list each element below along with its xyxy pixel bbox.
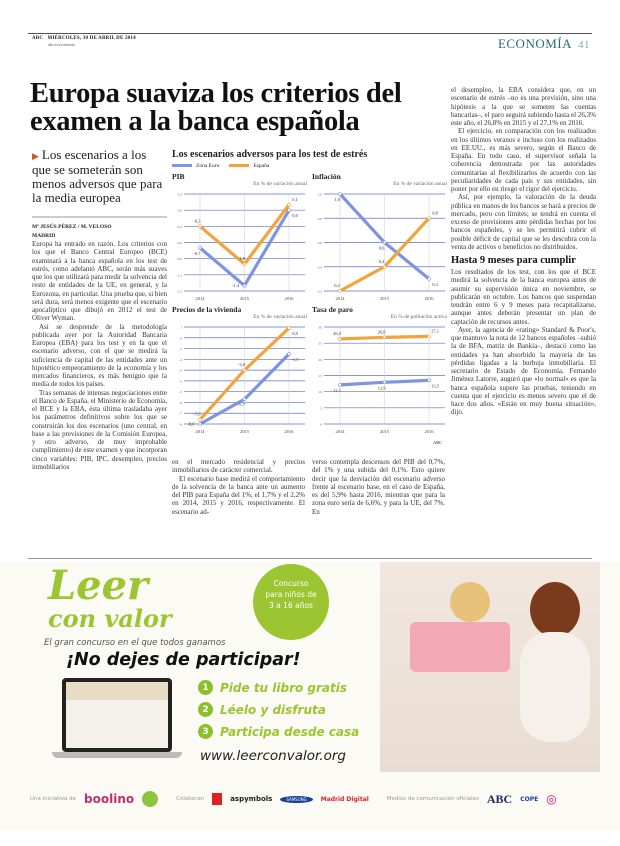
- chart-legend: [172, 163, 269, 169]
- ad-logo: Leer: [48, 562, 149, 609]
- data-point: [288, 352, 291, 355]
- data-label: 0,8: [432, 210, 438, 216]
- data-label: 26,8: [377, 329, 386, 335]
- step-text: Participa desde casa: [220, 724, 360, 739]
- data-label: -1,0: [237, 256, 246, 262]
- data-label: 27,1: [431, 328, 439, 334]
- y-tick-label: -2: [179, 357, 182, 362]
- ad-badge: Concurso para niños de 3 a 16 años: [253, 564, 329, 640]
- ad-logo-sub: con valor: [48, 604, 172, 633]
- header-url: abc.es/economia: [48, 42, 75, 47]
- data-label: 0,9: [292, 331, 298, 337]
- photo-adult-body: [520, 632, 590, 742]
- chart-title: Inflación: [312, 172, 341, 181]
- header-date: ABC MIÉRCOLES, 30 DE ABRIL DE 2014: [32, 36, 136, 41]
- data-point: [383, 336, 386, 339]
- section-label: ECONOMÍA 41: [497, 36, 590, 51]
- data-point: [243, 263, 246, 266]
- data-label: -1,4: [231, 283, 240, 289]
- step-text: Léelo y disfruta: [220, 702, 326, 717]
- y-tick-label: -1,2: [176, 273, 182, 278]
- photo-child: [450, 582, 490, 622]
- laptop-base: [52, 752, 182, 758]
- data-point: [243, 398, 246, 401]
- chart-3: [312, 321, 447, 436]
- boolino-logo: boolino: [84, 792, 135, 806]
- y-tick-label: -0,6: [176, 241, 182, 245]
- data-label: -3,0: [237, 362, 246, 368]
- x-tick-label: 2014: [195, 429, 205, 434]
- article-column-3: verso contempla descensos del PIB del 0,7%, del 1% y una subida del 0,1%. Esto quiere decir que la desviación del escenario adverso frente al escenario base, en el caso de España, es del 5,9% hasta 2016, mientras que para la zona euro sería de 6,6%, y para la UE, del 7%. En: [312, 458, 445, 516]
- laptop-icon: [62, 678, 172, 752]
- ad-url[interactable]: www.leerconvalor.org: [200, 748, 346, 764]
- chart-title: Tasa de paro: [312, 305, 353, 314]
- data-point: [339, 193, 342, 196]
- data-point: [243, 369, 246, 372]
- data-point: [288, 203, 291, 206]
- x-tick-label: 2014: [335, 296, 345, 301]
- y-tick-label: -5: [179, 390, 182, 395]
- y-tick-label: 0: [180, 336, 182, 341]
- data-label: 0,4: [378, 258, 385, 264]
- y-tick-label: 0,4: [317, 265, 322, 270]
- data-point: [339, 290, 342, 293]
- location: MADRID: [32, 233, 56, 239]
- data-label: -8,0: [187, 421, 195, 427]
- advertisement[interactable]: [0, 562, 620, 830]
- subhead: ▶ Los escenarios a los que se someterán son menos adversos que para la media europea: [32, 147, 163, 205]
- y-tick-label: -1: [179, 347, 182, 352]
- photo-adult: [530, 582, 580, 637]
- data-label: -0,7: [193, 250, 201, 256]
- y-tick-label: 0: [320, 422, 322, 427]
- data-label: -1,5: [291, 356, 299, 362]
- y-tick-label: -7: [179, 411, 182, 416]
- y-tick-label: -3: [179, 368, 182, 373]
- legend-zona-euro: Zona Euro: [172, 163, 219, 169]
- data-label: -0,3: [193, 218, 201, 224]
- data-label: 1,0: [334, 197, 340, 202]
- ad-divider: [28, 558, 592, 559]
- article-column-2: en el mercado residencial y precios inmobiliarios de carácter comercial. El escenario base medirá el comportamiento de la solvencia de la banca ante un aumento del PIB para España del 1%, el 1,7% y el 2,2% en 2014, 2015 y 2016, respectivamente. El escenario ad-: [172, 458, 305, 516]
- y-tick-label: -8: [179, 422, 182, 427]
- green-logo-icon: [142, 791, 158, 807]
- chart-unit: En % de variación anual: [253, 314, 307, 320]
- legend-espana: España: [229, 163, 269, 169]
- y-tick-label: 5: [320, 406, 322, 411]
- y-tick-label: 0,0: [177, 208, 182, 213]
- data-point: [199, 418, 202, 421]
- y-tick-label: 10: [318, 390, 322, 395]
- data-point: [428, 217, 431, 220]
- data-point: [339, 383, 342, 386]
- headline: Europa suaviza los criterios del examen a la banca española: [30, 78, 402, 137]
- y-tick-label: 25: [318, 341, 322, 346]
- data-label: 0,2: [334, 283, 340, 288]
- subheading: Hasta 9 meses para cumplir: [451, 255, 576, 266]
- ad-footer: Una iniciativa de boolino Colaboran aspymbols SAMSUNG Madrid Digital Medios de comunicación oficiales ABC COPE ◎: [30, 791, 557, 806]
- ad-steps: [198, 680, 359, 746]
- chart-0: [172, 188, 307, 303]
- chart-title: PIB: [172, 172, 185, 181]
- data-point: [288, 209, 291, 212]
- graphic-credit: ABC: [433, 440, 443, 445]
- data-label: 0,0: [292, 213, 298, 219]
- chart-unit: En % de variación anual: [253, 181, 307, 187]
- y-tick-label: 1: [180, 325, 182, 330]
- y-tick-label: 15: [318, 374, 322, 378]
- data-label: -7,6: [193, 411, 201, 417]
- data-label: 13,5: [431, 383, 439, 389]
- step-number-icon: 1: [198, 680, 213, 695]
- data-label: 12,9: [377, 385, 386, 391]
- data-label: 0,3: [432, 281, 438, 287]
- x-tick-label: 2014: [195, 296, 205, 301]
- bullet-arrow-icon: ▶: [32, 151, 39, 161]
- data-point: [199, 246, 202, 249]
- x-tick-label: 2015: [380, 296, 389, 301]
- y-tick-label: 30: [318, 325, 322, 330]
- x-tick-label: 2014: [335, 429, 345, 434]
- x-tick-label: 2016: [284, 429, 294, 434]
- chart-title: Precios de la vivienda: [172, 305, 242, 314]
- x-tick-label: 2015: [240, 429, 249, 434]
- data-point: [288, 327, 291, 330]
- ad-step: [198, 702, 359, 717]
- y-tick-label: 20: [318, 357, 322, 362]
- step-number-icon: 2: [198, 702, 213, 717]
- y-tick-label: 0,3: [177, 192, 182, 197]
- data-point: [243, 284, 246, 287]
- chart-2: [172, 321, 307, 436]
- y-tick-label: -0,3: [176, 224, 182, 229]
- data-point: [199, 423, 202, 426]
- x-tick-label: 2016: [284, 296, 294, 301]
- byline: Mª JESÚS PÉREZ / M. VELOSO MADRID: [32, 216, 167, 241]
- y-tick-label: -4: [179, 379, 182, 384]
- y-tick-label: -0,9: [176, 257, 182, 262]
- y-tick-label: 1,0: [317, 192, 322, 197]
- data-label: 12,1: [333, 387, 341, 393]
- data-point: [383, 265, 386, 268]
- x-tick-label: 2016: [424, 429, 434, 434]
- header-rule: [28, 33, 592, 34]
- step-number-icon: 3: [198, 724, 213, 739]
- data-point: [339, 337, 342, 340]
- y-tick-label: 0,6: [317, 241, 322, 245]
- data-point: [428, 335, 431, 338]
- data-label: 0,1: [292, 196, 298, 202]
- chart-unit: En % de población activa: [390, 314, 447, 320]
- photo-table: [410, 622, 510, 672]
- article-column-4: el desempleo, la EBA considera que, en un escenario de estrés –no es una previsión, sino una hipótesis a la que se someten las cuentas bancarias–, el paro seguirá subiendo hasta el 26,3% este año, el 26,8% en 2015 y el 27,1% en 2016. El ejercicio, en comparación con los realizados en los últimos veranos e incluso con los realizados en EE.UU., es más severo, según el Banco de España. En todo caso, el supervisor señala la coherencia demostrada por las autoridades comunitarias al flexibilizarlos de acuerdo con las peculiaridades de cada país y sus entidades, sin poner por ello en riesgo el rigor del ejercicio. Así, por ejemplo, la valoración de la deuda pública en manos de los bancos se hará a precios de mercado, pero con límites; se tendrá en cuenta el exceso de provisiones ante pérdidas hechas por los bancos españoles, y se les permitirá cubrir el posible déficit de capital que se les descubra con la venta de activos o beneficios no distribuidos. Hasta 9 meses para cumplir Los resultados de los test, con los que el BCE medirá la solvencia de la banca europea antes de asumir su supervisión única en noviembre, se publicarán en octubre. Los bancos que suspendan tendrán entre 6 y 9 meses para recapitalizarse, aunque antes deberán presentar un plan de captación de recursos antes. Ayer, la agencia de «rating» Standard & Poor's, que mantuvo la nota de 12 bancos españoles –subió la de BFA, matriz de Bankia–, destacó como las entidades ya han absorbido la mayoría de las pérdidas ligadas a la burbuja inmobiliaria. El secretario de Estado de Economía, Fernando Jiménez Latorre, auguró que «lo normal» es que la banca española supere las pruebas, teniendo en cuenta que el ejercicio es menos severo que el de hace dos años. «Están en muy buena situación», dijo.: [451, 86, 597, 417]
- data-point: [383, 241, 386, 244]
- ad-step: [198, 680, 359, 695]
- data-point: [383, 381, 386, 384]
- x-tick-label: 2016: [424, 296, 434, 301]
- data-label: 26,3: [333, 330, 341, 336]
- data-point: [199, 225, 202, 228]
- y-tick-label: -1,5: [176, 289, 182, 294]
- ad-cta: ¡No dejes de participar!: [66, 650, 301, 670]
- x-tick-label: 2015: [380, 429, 389, 434]
- ad-tagline: El gran concurso en el que todos ganamos: [44, 638, 226, 648]
- data-label: 0,6: [378, 245, 385, 251]
- step-text: Pide tu libro gratis: [220, 680, 348, 695]
- graphic-title: Los escenarios adversos para los test de estrés: [172, 149, 368, 160]
- chart-unit: En % de variación anual: [393, 181, 447, 187]
- chart-1: [312, 188, 447, 303]
- radio-logo-icon: ◎: [546, 792, 557, 806]
- page-number: 41: [578, 39, 590, 51]
- data-point: [428, 277, 431, 280]
- data-label: -5,7: [237, 402, 246, 408]
- ad-step: [198, 724, 359, 739]
- y-tick-label: -6: [179, 400, 182, 405]
- red-logo-icon: [212, 793, 222, 805]
- y-tick-label: 0,2: [317, 289, 322, 294]
- y-tick-label: 0,8: [317, 216, 322, 221]
- article-column-1: Europa ha entrado en razón. Los criterios con los que el Banco Central Europeo (BCE) examinará a la banca española en los test de estrés, como adelantó ABC, serán más suaves que los que utilizará para medir la solvencia del resto de entidades de la UE, en general, y la Eurozona, en particular. Una prueba que, si bien será dura, será menos exigente que el escenario apocalíptico que dibujó en 2012 el test de Oliver Wyman. Así se desprende de la metodología publicada ayer por la Autoridad Bancaria Europea (EBA) para los test y en la que el escenario adverso, con el que se medirá la suficiencia de capital de las entidades ante un hipotético empeoramiento de la economía y los mercados financieros, es más benigno que la media de todos los países. Tras semanas de intensas negociaciones entre el Banco de España, el Ministerio de Economía, el BCE y la EBA, ésta última trasladaba ayer los parámetros definitivos sobre los que se construirán los dos escenarios (uno central, en base a las previsiones de la Comisión Europea, y otro adverso, de muy improbable cumplimiento) de este examen y que incorporan cinco variables: PIB, IPC, desempleo, precios inmobiliarios: [32, 240, 167, 471]
- data-point: [428, 379, 431, 382]
- x-tick-label: 2015: [240, 296, 249, 301]
- ad-photo: [380, 562, 600, 772]
